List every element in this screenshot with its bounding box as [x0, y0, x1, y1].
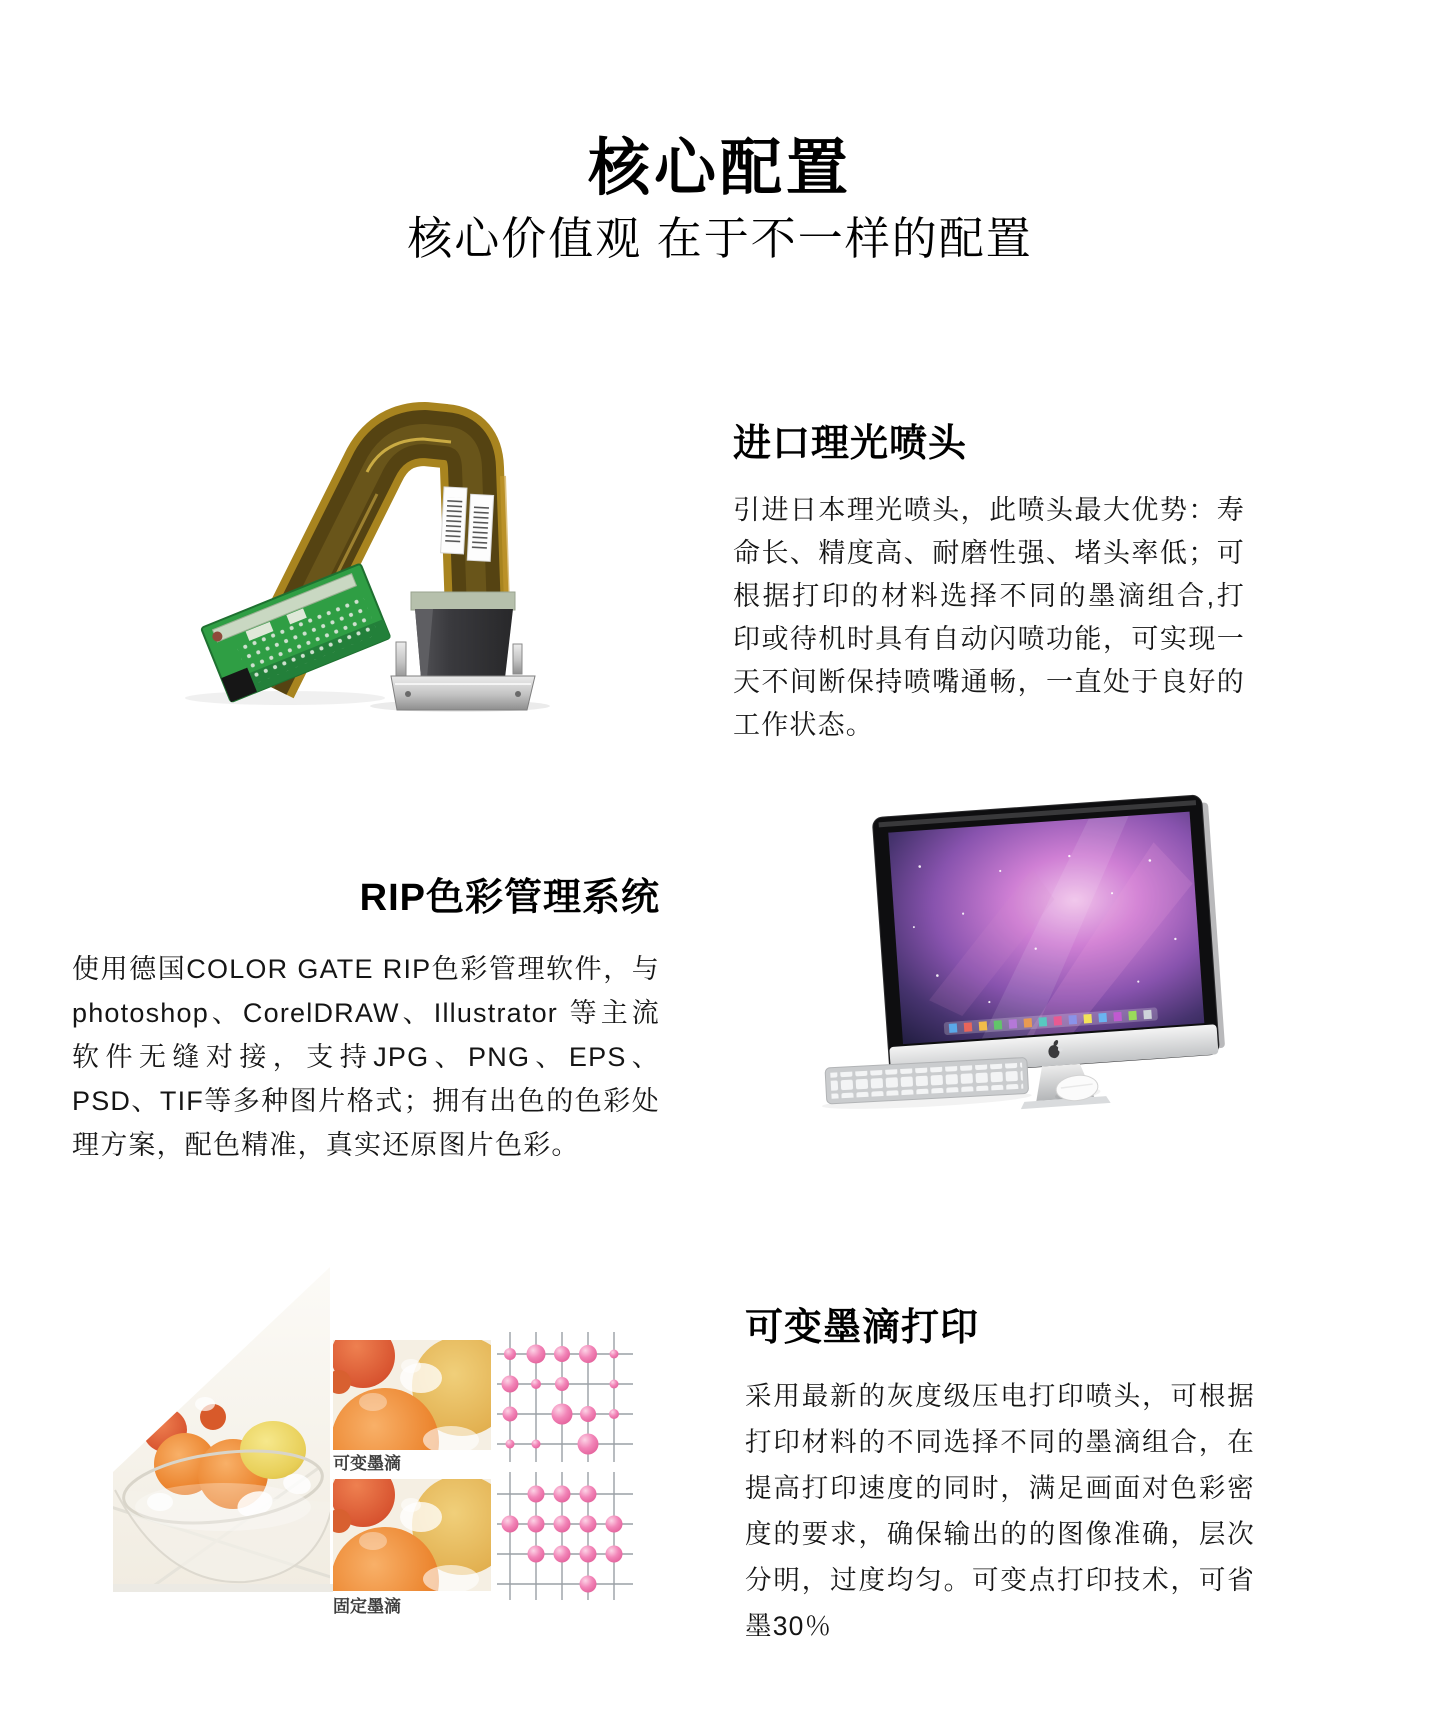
printhead-body: 引进日本理光喷头，此喷头最大优势：寿命长、精度高、耐磨性强、堵头率低；可根据打印的材料选择不同的墨滴组合,打印或待机时具有自动闪喷功能，可实现一天不间断保持喷嘴通畅，一直处于良好的工作状态。	[733, 495, 1245, 740]
imac-desktop-photo	[775, 748, 1265, 1110]
ricoh-printhead-photo	[115, 376, 660, 712]
rip-title: RIP色彩管理系统	[359, 877, 660, 919]
fixed-droplet-label: 固定墨滴	[333, 1597, 401, 1616]
printhead-assembly	[391, 592, 535, 710]
printhead-title: 进口理光喷头	[733, 423, 968, 465]
rip-body: 使用德国COLOR GATE RIP色彩管理软件，与photoshop、CorelDRAW、Illustrator 等主流软件无缝对接，支持JPG、PNG、EPS、PSD、TIF等多种图片格式；拥有出色的色彩处理方案，配色精准，真实还原图片色彩。	[72, 954, 660, 1160]
section-printhead	[733, 412, 1245, 747]
section-rip	[72, 866, 660, 1167]
variable-droplet-label: 可变墨滴	[333, 1454, 401, 1473]
page-title: 核心配置	[587, 134, 852, 203]
fruit-bowl-photo	[105, 1232, 340, 1592]
page-subtitle: 核心价值观 在于不一样的配置	[407, 213, 1033, 264]
variable-droplets	[502, 1345, 620, 1455]
section-droplet	[745, 1296, 1255, 1649]
keyboard	[820, 1057, 1032, 1110]
variable-droplet-comparison-photo	[105, 1172, 635, 1620]
droplet-title: 可变墨滴打印	[745, 1307, 980, 1349]
droplet-body: 采用最新的灰度级压电打印喷头，可根据打印材料的不同选择不同的墨滴组合，在提高打印速度的同时，满足画面对色彩密度的要求，确保输出的的图像准确，层次分明，过度均匀。可变点打印技术，可省墨30％	[745, 1381, 1255, 1641]
